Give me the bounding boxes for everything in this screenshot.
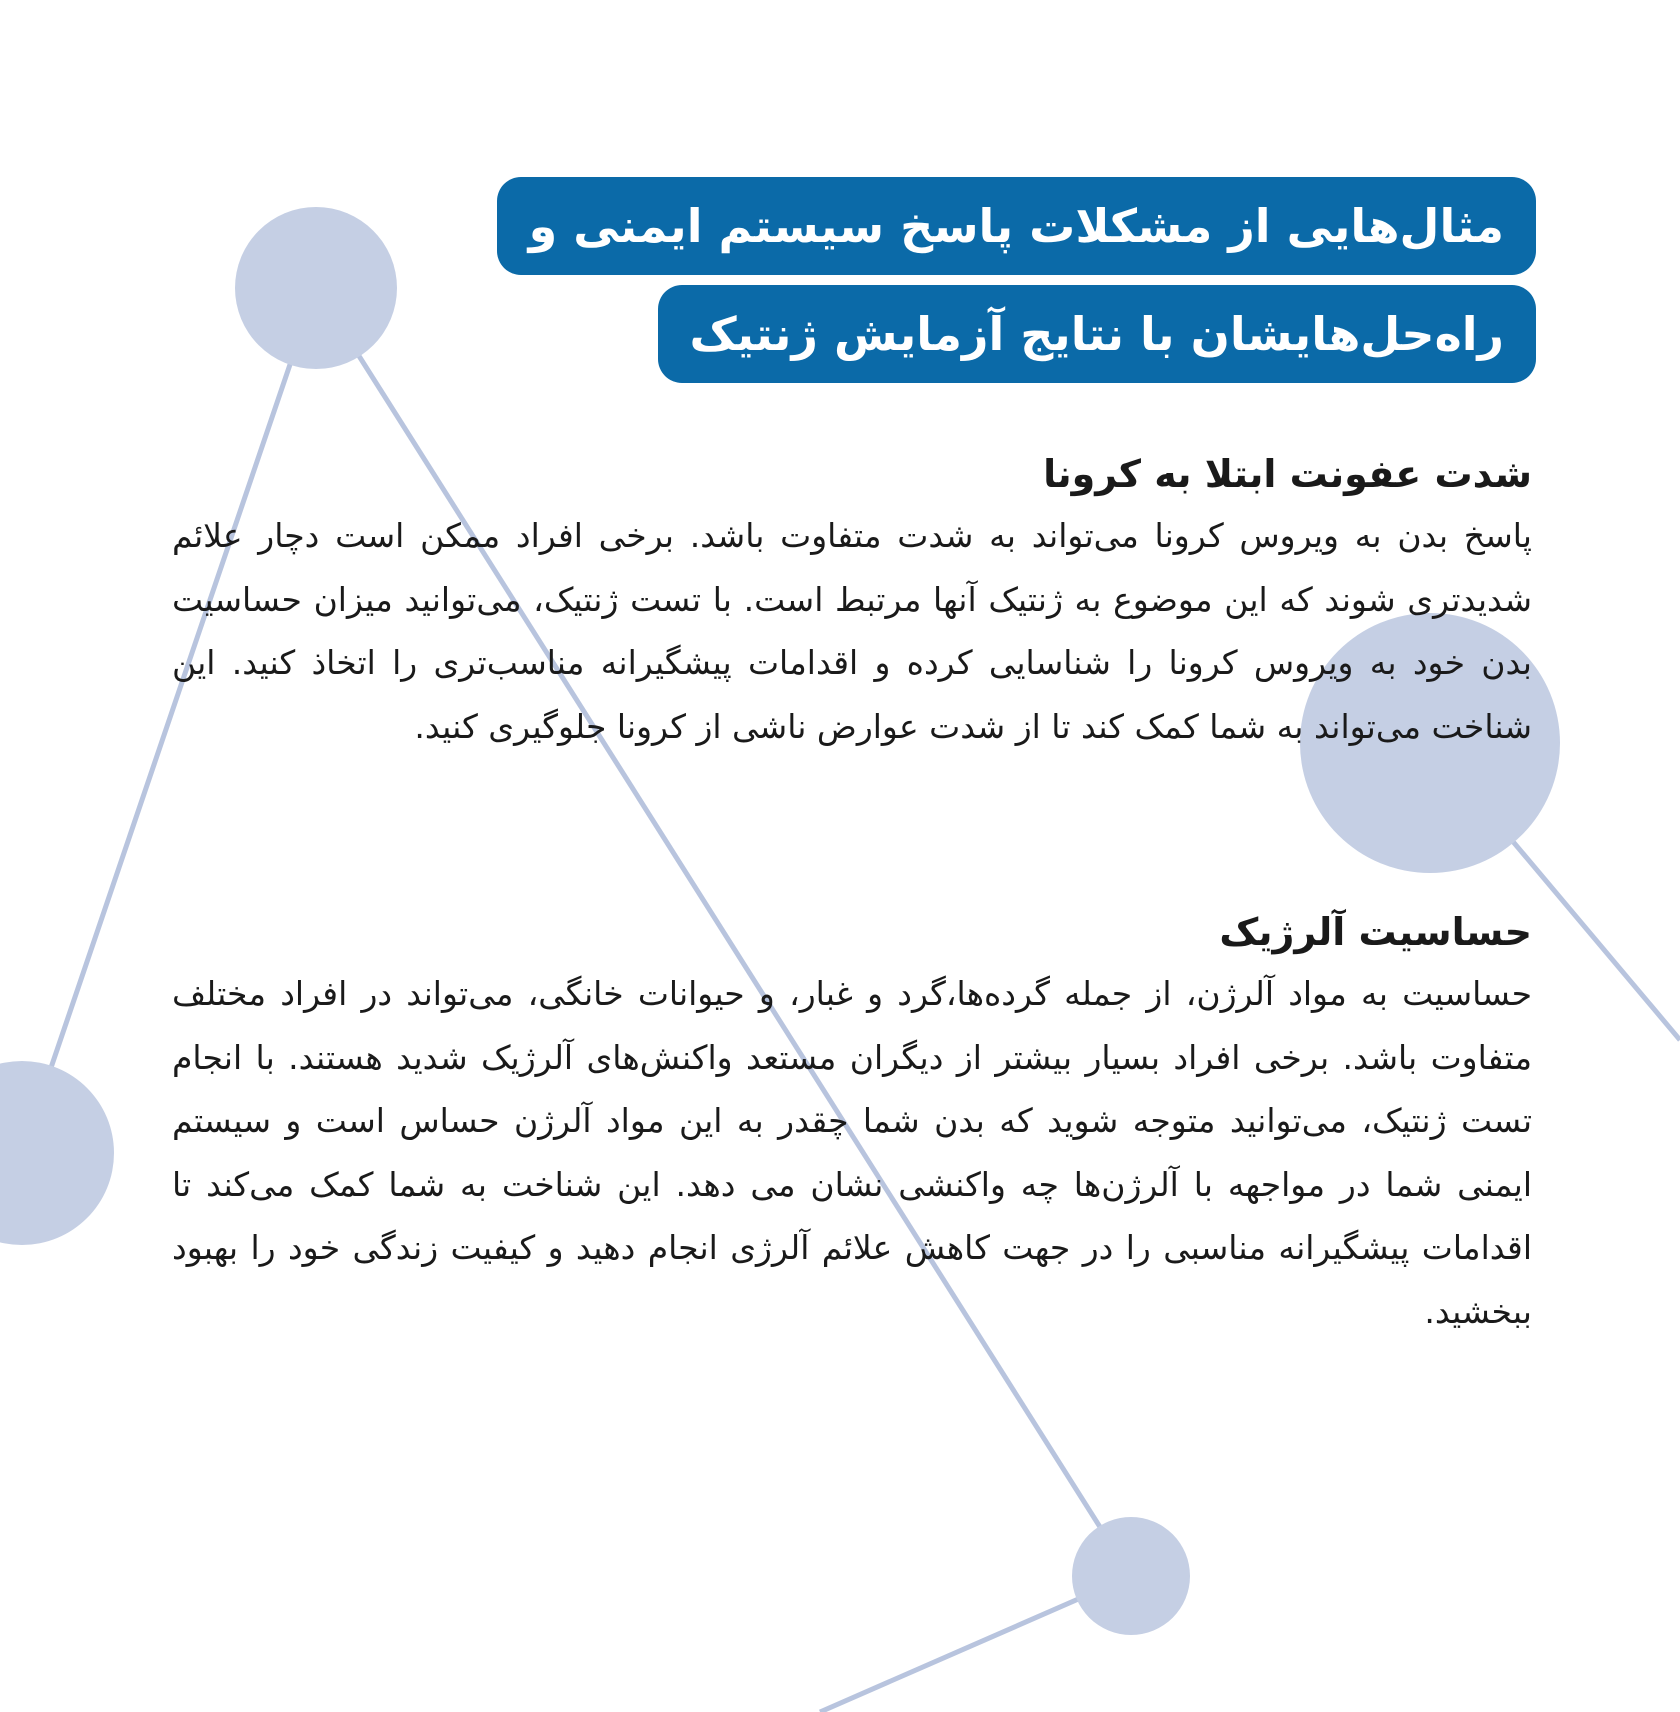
section-covid-severity xyxy=(172,446,1532,758)
section-body: حساسیت به مواد آلرژن، از جمله گرده‌ها،گرد و غبار، و حیوانات خانگی، می‌تواند در افراد مختلف متفاوت باشد. برخی افراد بسیار بیشتر از دیگران مستعد واکنش‌های آلرژیک شدید هستند. با انجام تست ژنتیک، می‌توانید متوجه شوید که بدن شما چقدر به این مواد آلرژن حساس است و سیستم ایمنی شما در مواجهه با آلرژن‌ها چه واکنشی نشان می دهد. این شناخت به شما کمک می‌کند تا اقدامات پیشگیرانه مناسبی را در جهت کاهش علائم آلرژی انجام دهید و کیفیت زندگی خود را بهبود ببخشید. xyxy=(172,974,1532,1331)
network-node xyxy=(0,1061,114,1245)
section-body: پاسخ بدن به ویروس کرونا می‌تواند به شدت متفاوت باشد. برخی افراد ممکن است دچار علائم شدیدتری شوند که این موضوع به ژنتیک آنها مرتبط است. با تست ژنتیک، می‌توانید میزان حساسیت بدن خود به ویروس کرونا را شناسایی کرده و اقدامات پیشگیرانه مناسب‌تری را اتخاذ کنید. این شناخت می‌تواند به شما کمک کند تا از شدت عوارض ناشی از کرونا جلوگیری کنید. xyxy=(172,516,1532,746)
title-line-2: راه‌حل‌هایشان با نتایج آزمایش ژنتیک xyxy=(658,285,1536,383)
section-heading: حساسیت آلرژیک xyxy=(1219,910,1532,954)
network-node xyxy=(235,207,397,369)
network-node xyxy=(1072,1517,1190,1635)
title-line-1: مثال‌هایی از مشکلات پاسخ سیستم ایمنی و xyxy=(497,177,1536,275)
section-allergic-sensitivity xyxy=(172,904,1532,1343)
section-heading: شدت عفونت ابتلا به کرونا xyxy=(1043,452,1532,496)
